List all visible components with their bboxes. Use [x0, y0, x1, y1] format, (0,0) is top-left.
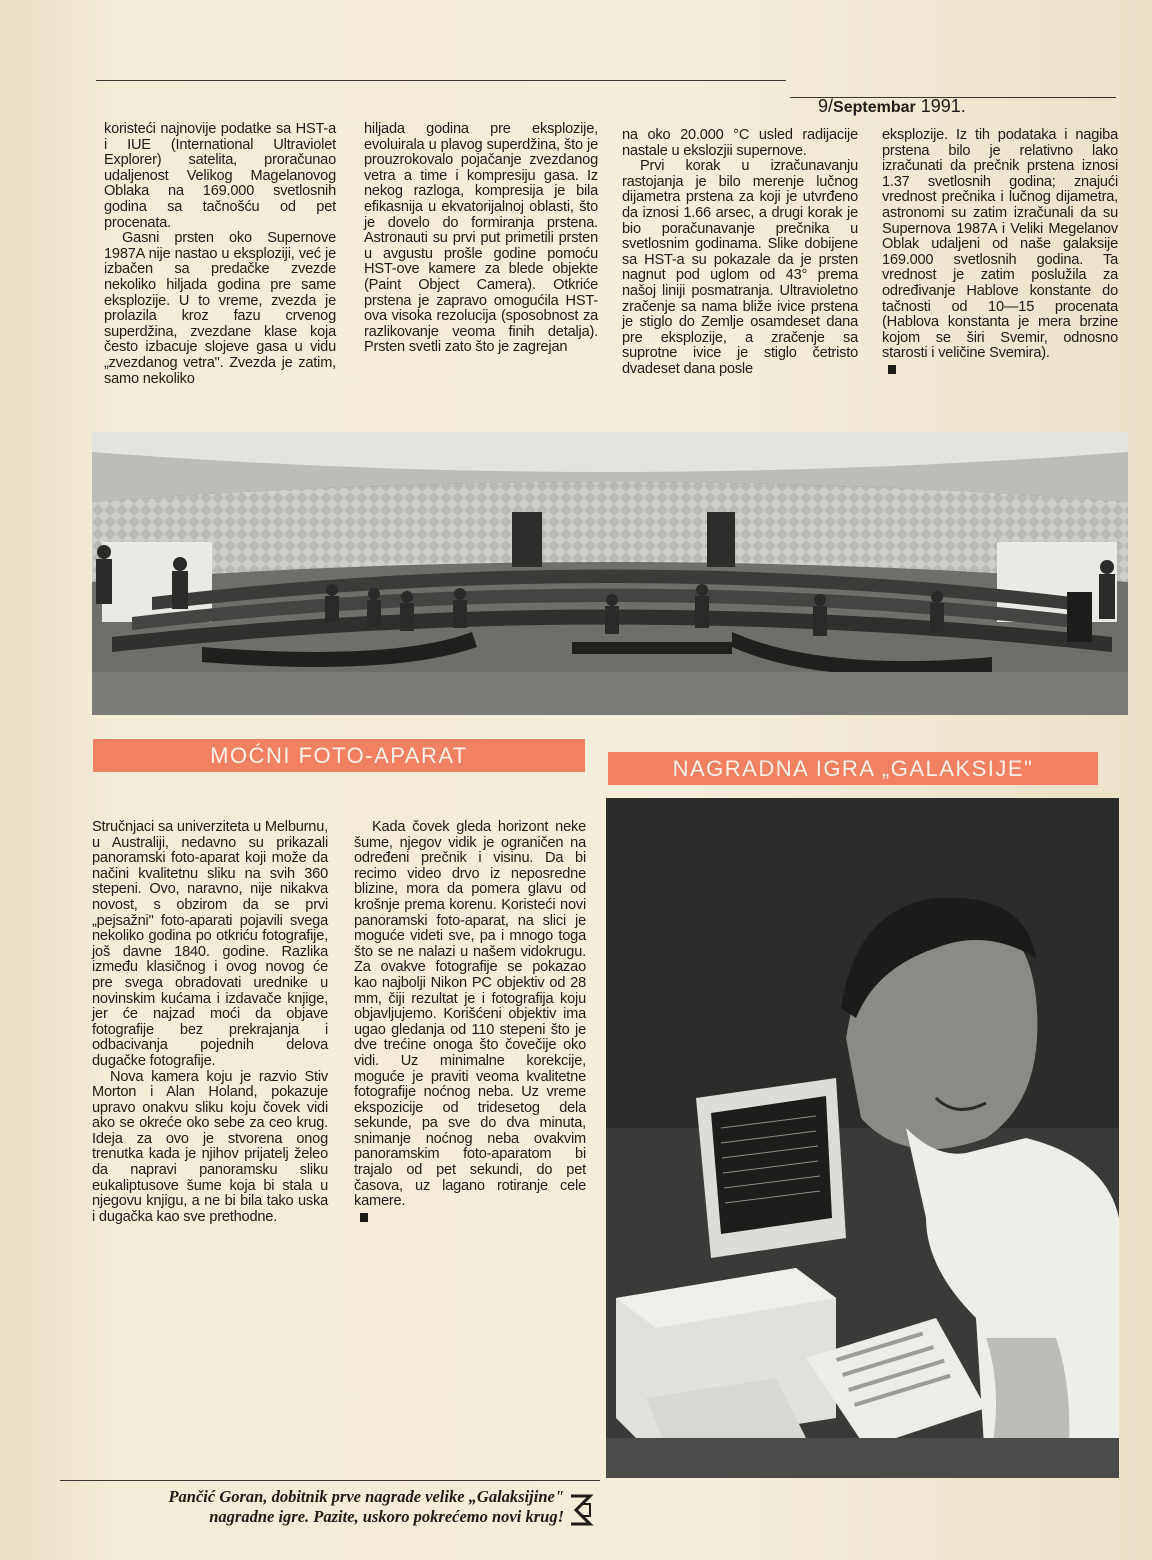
page-number: 9 [818, 96, 829, 116]
winner-illustration [606, 798, 1119, 1478]
winner-computer-photo [606, 798, 1119, 1478]
galaksija-logo-icon [568, 1492, 594, 1528]
banner-title: NAGRADNA IGRA „GALAKSIJE" [672, 755, 1034, 781]
article2-column-2 [354, 820, 586, 1225]
end-of-article-mark [888, 365, 896, 374]
paragraph: Prvi korak u izračunavanju rastojanja je bilo merenje lučnog dijametra prstena za koji je utvrđeno da iznosi 1.66 arsec, a drugi korak je bio poračunavanje prečnika u svetlosnim godinama. Slike dobijene sa HST-a su pokazale da je prsten nagnut pod uglom od 43° prema našoj liniji posmatranja. Ultravioletno zračenje sa nama bliže ivice prstena je stiglo do Zemlje osamdeset dana pre eksplozije, a zračenje sa suprotne ivice je stiglo četristo dvadeset dana posle [622, 158, 858, 377]
paragraph: Stručnjaci sa univerziteta u Melburnu, u Australiji, nedavno su prikazali panoramski foto-aparat koji može da načini kvalitetnu sliku na svih 360 stepeni. Ovo, naravno, nije nikakva novost, s obzirom da se prvi „pejsažni" foto-aparati pojavili svega nekoliko godina po otkriću fotografije, još davne 1840. godine. Razlika između klasičnog i ovog novog će pre svega obradovati urednike u novinskim kućama i izdavače knjige, jer će najzad moći da objave fotografije bez prekrajanja i odbacivanja pojednih delova dugačke fotografije. [92, 819, 328, 1069]
article1-column-4 [882, 128, 1118, 378]
banner-nagradna-igra [608, 752, 1098, 785]
paragraph: Nova kamera koju je razvio Stiv Morton i Alan Holand, pokazuje upravo onakvu sliku koju čovek vidi ako se okreće oko sebe za ceo krug. Ideja za ovo je stvorena onog trenutka kada je njihov prijatelj želeo da napravi panoramsku sliku eukaliptusove šume koja bi stala u njegovu knjigu, a ne bi bila tako uska i dugačka kao sve prethodne. [92, 1068, 328, 1225]
header-rule-left [96, 80, 786, 81]
paragraph: Kada čovek gleda horizont neke šume, njegov vidik je ograničen na određeni prečnik i visinu. Da bi recimo video drvo iz neposredne blizine, mora da pomera glavu od krošnje prema korenu. Koristeći novi panoramski foto-aparat, na slici je moguće videti sve, pa i mnogo toga što se ne nalazi u našem vidokrugu. Za ovakve fotografije se pokazao kao najbolji Nikon PC objektiv od 28 mm, čiji rezultat je i fotografija koju objavljujemo. Korišćeni objektiv ima ugao gledanja od 110 stepeni što je dve trećine onoga što čovečije oko vidi. Uz minimalne korekcije, moguće je praviti veoma kvalitetne fotografije noćnog neba. Uz vreme ekspozicije od tridesetog dela sekunde, pa sve do dva minuta, snimanje noćnog neba ovakvim panoramskim foto-aparatom bi trajalo od pet sekundi, do pet časova, uz lagano rotiranje cele kamere. [354, 819, 586, 1210]
paragraph: eksplozije. Iz tih podataka i nagiba prstena bilo je relativno lako izračunati da prečnik prstena iznosi 1.37 svetlosnih godina; znajući vrednost prečnika i lučnog dijametra, astronomi su zatim izračunali da su Supernova 1987A i Veliki Megelanov Oblak udaljeni od naše galaksije 169.000 svetlosnih godina. Ta vrednost je zatim poslužila za određivanje Hablove konstante do tačnosti od 10—15 procenata (Hablova konstanta je mera brzine kojom se širi Svemir, odnosno starosti i veličine Svemira). [882, 127, 1118, 362]
banner-mocni-foto-aparat [93, 739, 585, 772]
end-of-article-mark [360, 1213, 368, 1222]
auditorium-illustration [92, 432, 1128, 715]
caption-line-1: Pančić Goran, dobitnik prve nagrade velike „Galaksijine" [168, 1487, 564, 1506]
caption-rule [60, 1480, 600, 1481]
article2-column-1 [92, 820, 328, 1225]
paragraph: hiljada godina pre eksplozije, evoluirala u plavog superdžina, što je prouzrokovalo pojačanje zvezdanog vetra a time i kompresiju gasa. Iz nekog razloga, kompresija je bila efikasnija u ekvatorijalnoj oblasti, što je dovelo do formiranja prstena. Astronauti su prvi put primetili prsten u avgustu prošle godine pomoću HST-ove kamere za blede objekte (Paint Object Camera). Otkriće prstena je zapravo omogućila HST-ova visoka rezolucija (sposobnost za razlikovanje veoma finih detalja). Prsten svetli zato što je zagrejan [364, 121, 598, 356]
page-folio [818, 96, 966, 117]
article1-column-3 [622, 128, 858, 378]
article1-column-1 [104, 122, 336, 387]
caption-line-2: nagradne igre. Pazite, uskoro pokrećemo novi krug! [209, 1507, 564, 1526]
paragraph: Gasni prsten oko Supernove 1987A nije nastao u eksploziji, već je izbačen sa predačke zvezde nekoliko hiljada godina pre same eksplozije. U to vreme, zvezda je prolazila kroz fazu crvenog superdžina, zvezdane klase koja često izbacuje slojeve gasa u vidu „zvezdanog vetra". Zvezda je zatim, samo nekoliko [104, 230, 336, 387]
paragraph: na oko 20.000 °C usled radijacije nastale u ekslozjii supernove. [622, 127, 858, 159]
banner-title: MOĆNI FOTO-APARAT [210, 742, 468, 768]
photo-caption [84, 1487, 564, 1527]
folio-slash: / [828, 96, 834, 116]
folio-year: 1991. [920, 96, 966, 116]
paragraph: koristeći najnovije podatke sa HST-a i IUE (International Ultraviolet Explorer) satelita, proračunao udaljenost Velikog Magelanovog Oblaka na 169.000 svetlosnih godina sa tačnošću od pet procenata. [104, 121, 336, 231]
folio-month: Septembar [833, 99, 916, 116]
article1-column-2 [364, 122, 598, 356]
panoramic-auditorium-photo [92, 432, 1128, 715]
